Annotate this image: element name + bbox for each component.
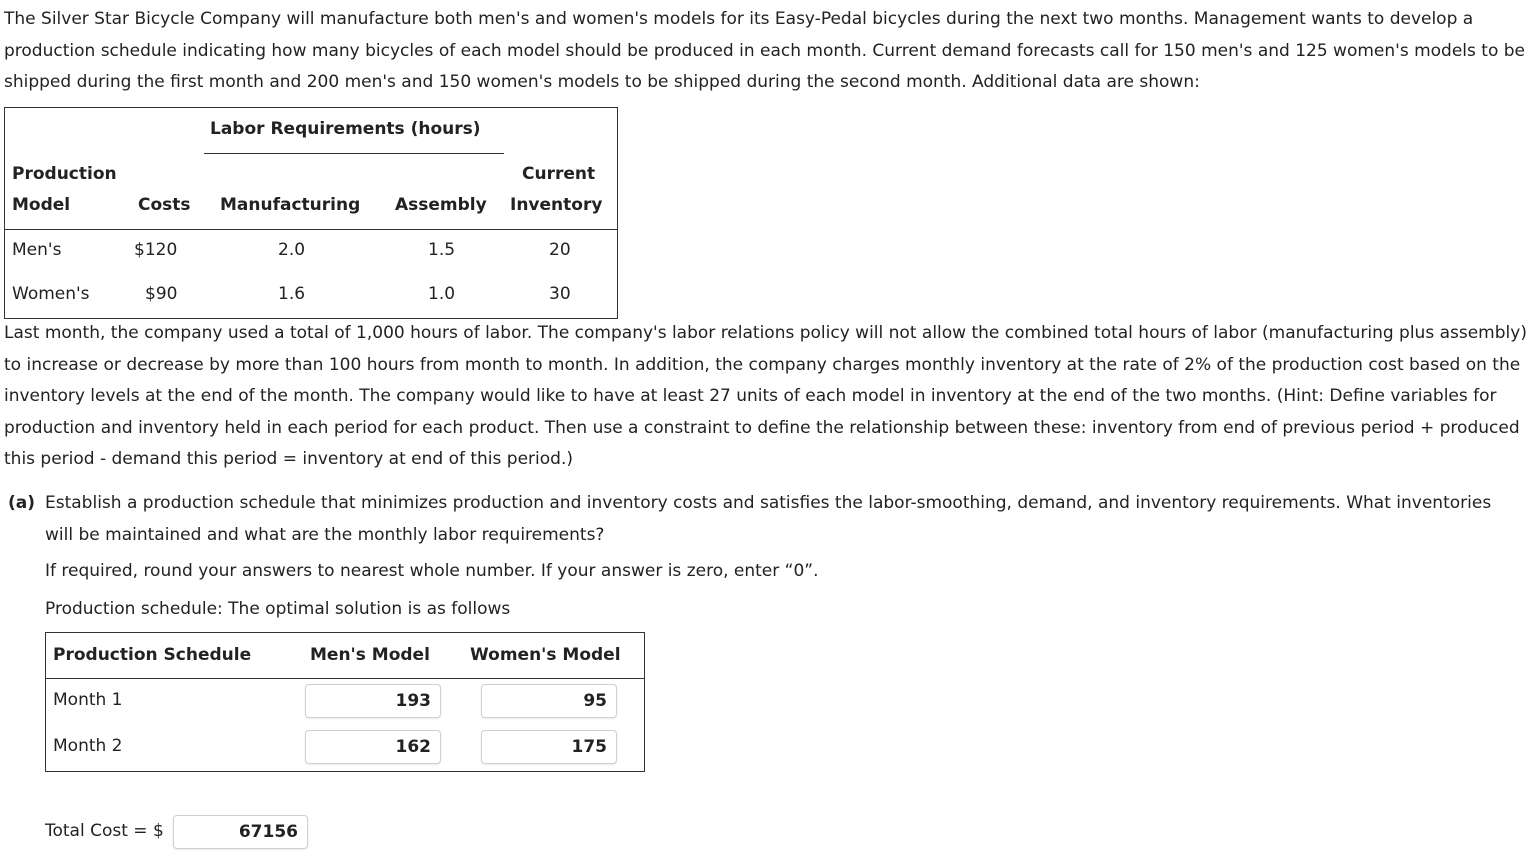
- header-underline: [204, 153, 504, 154]
- month1-mens-input[interactable]: 193: [305, 684, 441, 718]
- total-cost-label: Total Cost = $: [45, 821, 164, 841]
- row-assembly: 1.0: [428, 284, 456, 304]
- schedule-header-divider: [46, 678, 644, 679]
- row-assembly: 1.5: [428, 240, 456, 260]
- header-divider: [5, 229, 617, 230]
- assembly-header: Assembly: [395, 195, 487, 215]
- row-costs: $90: [145, 284, 178, 304]
- month-label: Month 1: [53, 690, 123, 710]
- month2-mens-input[interactable]: 162: [305, 730, 441, 764]
- part-a-question-text: Establish a production schedule that minimizes production and inventory costs and satisfies the labor-smoothing, demand, and inventory requirements. What inventories will be maintained and what are the monthly labor requirements?: [45, 493, 1492, 545]
- rounding-instruction: If required, round your answers to nearest whole number. If your answer is zero, enter “0”.: [45, 561, 819, 581]
- row-model: Men's: [12, 240, 62, 260]
- mens-model-header: Men's Model: [310, 645, 430, 665]
- labor-policy-paragraph: Last month, the company used a total of 1,000 hours of labor. The company's labor relations policy will not allow the combined total hours of labor (manufacturing plus assembly) to increase or decrease by more than 100 hours from month to month. In addition, the company charges monthly inventory at the rate of 2% of the production cost based on the inventory levels at the end of the month. The company would like to have at least 27 units of each model in inventory at the end of the two months. (Hint: Define variables for production and inventory held in each period for each product. Then use a constraint to define the relationship between these: inventory from end of previous period + produced this period - demand this period = inventory at end of this period.): [4, 323, 1527, 470]
- row-inventory: 30: [549, 284, 571, 304]
- row-model: Women's: [12, 284, 90, 304]
- total-cost-input[interactable]: 67156: [173, 815, 308, 849]
- manufacturing-header: Manufacturing: [220, 195, 361, 215]
- schedule-intro: Production schedule: The optimal solution is as follows: [45, 599, 511, 619]
- month1-womens-input[interactable]: 95: [481, 684, 617, 718]
- month2-womens-input[interactable]: 175: [481, 730, 617, 764]
- row-manufacturing: 2.0: [278, 240, 306, 260]
- month-label: Month 2: [53, 736, 123, 756]
- model-header-line1: Production: [12, 164, 117, 184]
- part-a-label: (a): [8, 493, 36, 513]
- row-inventory: 20: [549, 240, 571, 260]
- inventory-header-line2: Inventory: [510, 195, 603, 215]
- costs-header: Costs: [138, 195, 191, 215]
- labor-requirements-header: Labor Requirements (hours): [210, 119, 481, 139]
- row-manufacturing: 1.6: [278, 284, 306, 304]
- problem-intro-paragraph: The Silver Star Bicycle Company will manufacture both men's and women's models for its Easy-Pedal bicycles during the next two months. Management wants to develop a production schedule indicating how many bicycles of each model should be produced in each month. Current demand forecasts call for 150 men's and 125 women's models to be shipped during the first month and 200 men's and 150 women's models to be shipped during the second month. Additional data are shown:: [4, 9, 1526, 93]
- row-costs: $120: [134, 240, 178, 260]
- production-schedule-table: [45, 632, 645, 772]
- schedule-header: Production Schedule: [53, 645, 252, 665]
- model-header-line2: Model: [12, 195, 71, 215]
- bicycle-data-table: [4, 107, 618, 319]
- womens-model-header: Women's Model: [470, 645, 621, 665]
- inventory-header-line1: Current: [522, 164, 596, 184]
